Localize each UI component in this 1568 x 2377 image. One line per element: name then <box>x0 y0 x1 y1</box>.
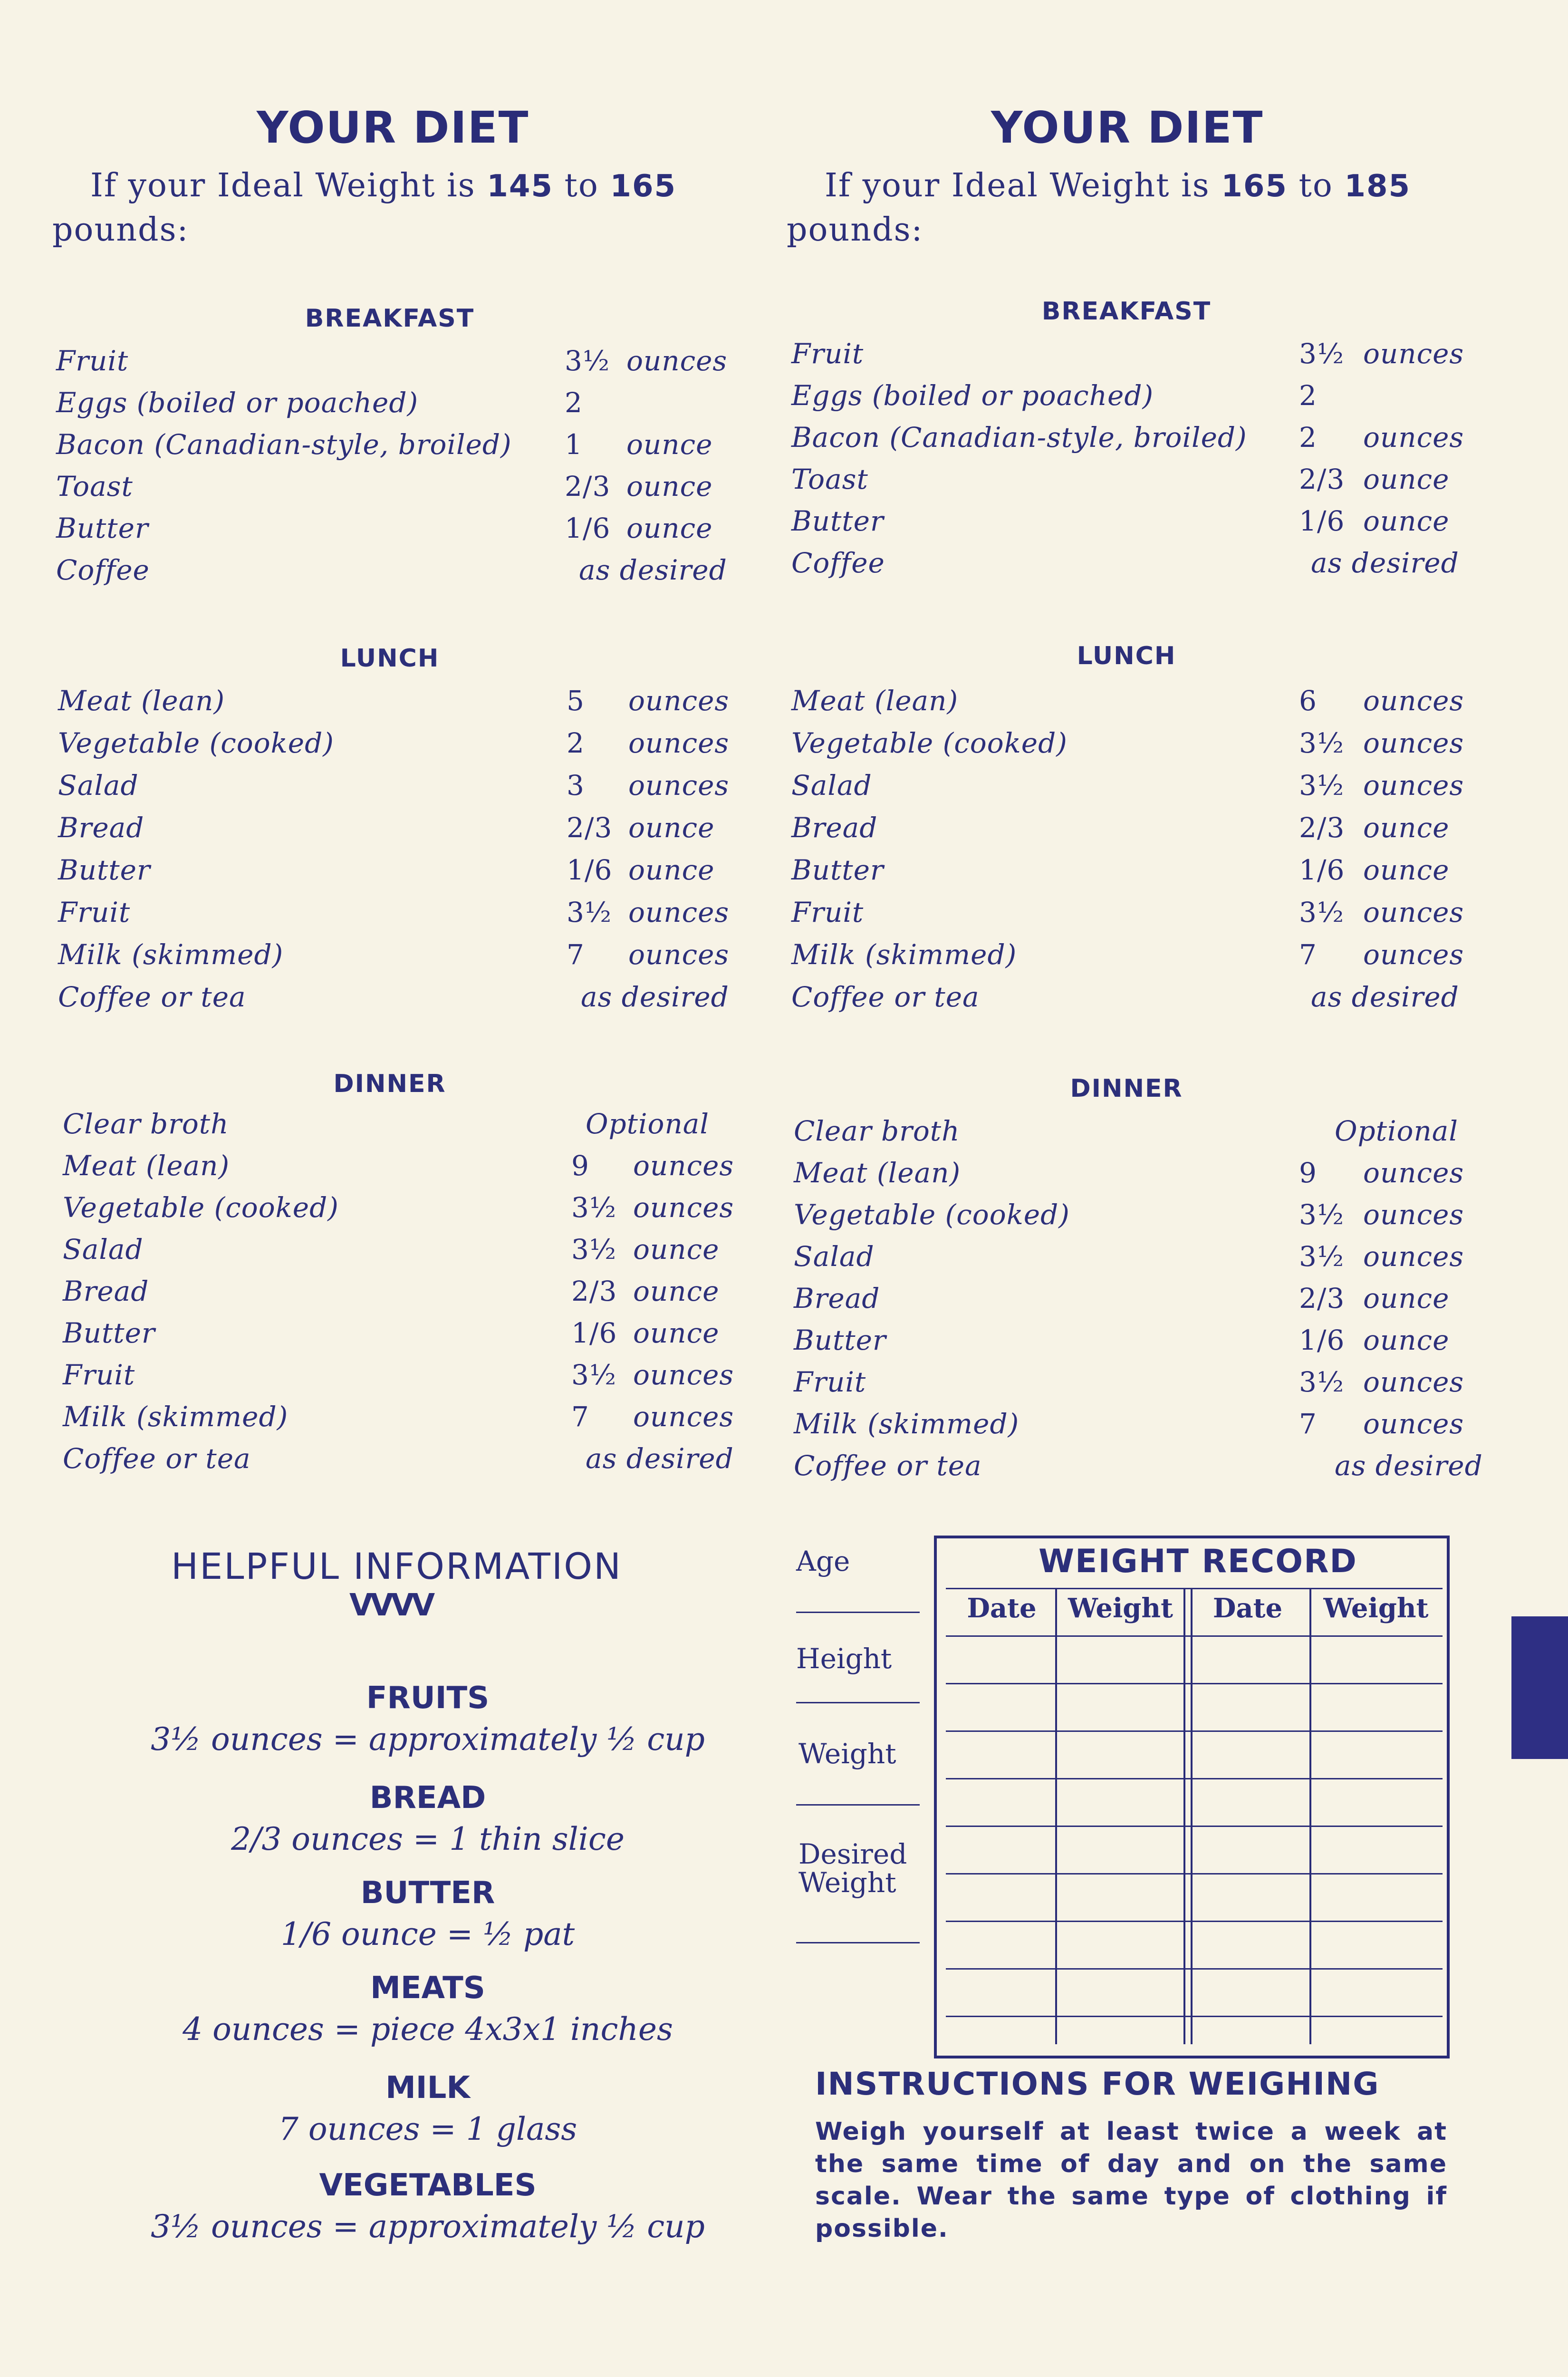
food-unit: ounces <box>1363 1198 1464 1231</box>
weight-label: Weight <box>798 1738 896 1770</box>
food-row <box>58 981 747 1019</box>
left-intro <box>52 164 741 252</box>
food-unit: ounce <box>1363 1282 1450 1314</box>
food-row <box>56 428 745 466</box>
food-unit: ounces <box>1363 421 1464 454</box>
food-unit: ounces <box>1363 938 1464 971</box>
food-quantity: 3 <box>567 769 585 802</box>
helpful-heading-vegetables: VEGETABLES <box>319 2168 537 2203</box>
food-row <box>791 938 1464 976</box>
food-unit: ounce <box>633 1317 720 1349</box>
helpful-heading-bread: BREAD <box>369 1780 486 1816</box>
food-name: Salad <box>791 769 872 802</box>
food-name: Meat (lean) <box>794 1157 961 1189</box>
helpful-heading-butter: BUTTER <box>360 1875 495 1911</box>
food-unit: ounces <box>628 769 730 802</box>
weight-record-col-divider <box>1191 1588 1193 2044</box>
food-row <box>794 1198 1464 1237</box>
food-quantity: 7 <box>1299 938 1317 971</box>
food-unit: ounces <box>626 345 728 377</box>
food-unit: ounces <box>1363 1366 1464 1398</box>
food-quantity: 3½ <box>571 1191 617 1224</box>
food-name: Clear broth <box>63 1108 229 1140</box>
food-quantity: 9 <box>571 1150 589 1182</box>
food-name: Bacon (Canadian-style, broiled) <box>56 428 512 461</box>
food-unit: ounces <box>633 1359 734 1391</box>
food-quantity: 3½ <box>1299 727 1345 759</box>
food-unit: as desired <box>1335 1449 1483 1482</box>
food-row <box>791 812 1457 850</box>
food-quantity: 2 <box>567 727 585 759</box>
food-quantity: 3½ <box>567 896 612 928</box>
food-name: Fruit <box>58 896 131 928</box>
food-quantity: 7 <box>1299 1408 1317 1440</box>
food-unit: ounces <box>1363 1240 1464 1273</box>
weight-record-row-line[interactable] <box>946 1683 1443 1684</box>
food-quantity: 1/6 <box>571 1317 617 1349</box>
food-unit: ounce <box>633 1233 720 1266</box>
right-intro-suffix: pounds: <box>787 211 923 249</box>
helpful-equivalence: 3½ ounces = approximately ½ cup <box>151 1721 705 1758</box>
weight-record-row-line[interactable] <box>946 1921 1443 1922</box>
weight-record-col-header: Weight <box>1323 1593 1429 1624</box>
food-row <box>58 769 747 807</box>
right-diet-title: YOUR DIET <box>991 102 1264 153</box>
weight-record-col-header: Weight <box>1068 1593 1173 1624</box>
right-breakfast-heading: BREAKFAST <box>1041 297 1212 326</box>
food-row <box>58 685 747 723</box>
food-unit: ounces <box>1363 896 1464 928</box>
food-row <box>794 1115 1459 1153</box>
food-unit: ounces <box>628 896 730 928</box>
helpful-equivalence: 4 ounces = piece 4x3x1 inches <box>183 2011 673 2048</box>
food-name: Butter <box>794 1324 886 1356</box>
food-row <box>791 379 1457 417</box>
food-name: Bread <box>63 1275 149 1307</box>
food-quantity: 1/6 <box>567 854 613 886</box>
food-unit: as desired <box>581 981 729 1013</box>
food-name: Meat (lean) <box>63 1150 230 1182</box>
weight-record-col-header: Date <box>967 1593 1037 1624</box>
food-unit: ounce <box>626 512 713 544</box>
left-intro-prefix: If your Ideal Weight is <box>90 167 476 204</box>
food-unit: ounce <box>1363 1324 1450 1356</box>
right-lunch-heading: LUNCH <box>1077 642 1176 670</box>
weight-record-row-line[interactable] <box>946 1873 1443 1875</box>
food-unit: Optional <box>586 1108 709 1140</box>
food-unit: ounce <box>1363 854 1450 886</box>
food-name: Vegetable (cooked) <box>63 1191 339 1224</box>
food-name: Eggs (boiled or poached) <box>791 379 1154 412</box>
food-quantity: 3½ <box>1299 1366 1345 1398</box>
food-name: Butter <box>56 512 149 544</box>
food-name: Milk (skimmed) <box>791 938 1017 971</box>
food-quantity: 3½ <box>1299 1240 1345 1273</box>
food-row <box>794 1240 1464 1278</box>
food-name: Coffee <box>56 554 150 586</box>
food-row <box>794 1157 1464 1195</box>
food-name: Meat (lean) <box>58 685 225 717</box>
helpful-equivalence: 7 ounces = 1 glass <box>278 2111 577 2147</box>
food-row <box>63 1108 752 1146</box>
food-row <box>63 1150 752 1188</box>
food-name: Milk (skimmed) <box>63 1401 289 1433</box>
height-blank[interactable] <box>796 1702 920 1703</box>
food-row <box>56 512 745 550</box>
food-row <box>791 547 1457 585</box>
food-name: Butter <box>791 505 884 537</box>
food-quantity: 7 <box>571 1401 589 1433</box>
food-unit: as desired <box>579 554 727 586</box>
food-row <box>794 1282 1459 1320</box>
food-quantity: 1 <box>565 428 583 461</box>
food-unit: ounce <box>626 470 713 502</box>
ornament-divider: ᐯᐯᐯᐯ <box>349 1588 433 1623</box>
food-name: Bread <box>794 1282 880 1314</box>
left-dinner-heading: DINNER <box>333 1070 446 1098</box>
food-row <box>58 727 747 765</box>
food-row <box>63 1442 752 1480</box>
food-quantity: 2/3 <box>1299 1282 1345 1314</box>
food-unit: ounce <box>633 1275 720 1307</box>
food-quantity: 3½ <box>1299 769 1345 802</box>
food-quantity: 2/3 <box>1299 812 1345 844</box>
food-name: Coffee <box>791 547 885 579</box>
food-row <box>63 1191 752 1229</box>
food-row <box>791 981 1457 1019</box>
food-row <box>63 1275 752 1313</box>
food-unit: ounces <box>1363 685 1464 717</box>
food-quantity: 2 <box>1299 421 1317 454</box>
desired-weight-blank[interactable] <box>796 1942 920 1943</box>
food-name: Meat (lean) <box>791 685 959 717</box>
left-lunch-heading: LUNCH <box>340 644 440 673</box>
food-row <box>791 854 1457 892</box>
right-weight-low: 165 <box>1221 169 1288 204</box>
left-weight-high: 165 <box>610 169 677 204</box>
helpful-equivalence: 3½ ounces = approximately ½ cup <box>151 2208 705 2245</box>
food-row <box>794 1408 1464 1446</box>
food-unit: ounce <box>628 812 715 844</box>
food-unit: ounces <box>628 727 730 759</box>
food-quantity: 7 <box>567 938 585 971</box>
food-name: Vegetable (cooked) <box>58 727 334 759</box>
food-unit: ounces <box>633 1401 734 1433</box>
left-intro-to: to <box>564 167 599 204</box>
weight-record-title: WEIGHT RECORD <box>1039 1543 1357 1580</box>
height-label: Height <box>796 1643 892 1675</box>
food-row <box>791 727 1464 765</box>
helpful-heading-meats: MEATS <box>370 1971 485 2006</box>
food-unit: ounces <box>628 685 730 717</box>
food-quantity: 1/6 <box>1299 854 1345 886</box>
desired-label-line1: Desired <box>798 1838 907 1870</box>
right-intro-prefix: If your Ideal Weight is <box>825 167 1210 204</box>
food-row <box>58 938 747 976</box>
food-unit: ounces <box>1363 338 1464 370</box>
food-name: Milk (skimmed) <box>58 938 284 971</box>
food-unit: as desired <box>1311 547 1459 579</box>
food-quantity: 1/6 <box>1299 505 1345 537</box>
weight-record-col-divider <box>1055 1588 1057 2044</box>
food-unit: ounces <box>633 1191 734 1224</box>
food-name: Butter <box>63 1317 155 1349</box>
food-name: Milk (skimmed) <box>794 1408 1020 1440</box>
food-name: Vegetable (cooked) <box>794 1198 1070 1231</box>
food-name: Coffee or tea <box>794 1449 982 1482</box>
right-intro-to: to <box>1299 167 1333 204</box>
food-row <box>63 1233 752 1271</box>
food-row <box>63 1359 752 1397</box>
desired-weight-label <box>798 1840 907 1897</box>
food-row <box>791 463 1457 501</box>
food-quantity: 2 <box>565 387 583 419</box>
food-name: Fruit <box>791 896 864 928</box>
food-row <box>791 505 1457 543</box>
food-row <box>794 1449 1483 1488</box>
weight-record-col-divider <box>1309 1588 1311 2044</box>
food-quantity: 9 <box>1299 1157 1317 1189</box>
food-unit: ounces <box>633 1150 734 1182</box>
food-quantity: 6 <box>1299 685 1317 717</box>
desired-label-line2: Weight <box>798 1866 896 1899</box>
food-quantity: 2/3 <box>565 470 611 502</box>
food-row <box>791 896 1464 934</box>
food-quantity: 3½ <box>565 345 610 377</box>
food-name: Vegetable (cooked) <box>791 727 1068 759</box>
left-breakfast-heading: BREAKFAST <box>305 304 475 333</box>
food-row <box>791 685 1464 723</box>
weight-record-col-divider <box>1183 1588 1185 2044</box>
food-row <box>791 421 1464 459</box>
helpful-equivalence: 2/3 ounces = 1 thin slice <box>231 1821 625 1857</box>
food-name: Coffee or tea <box>58 981 246 1013</box>
food-quantity: 2/3 <box>567 812 613 844</box>
food-quantity: 3½ <box>1299 1198 1345 1231</box>
left-weight-low: 145 <box>487 169 553 204</box>
food-unit: ounce <box>626 428 713 461</box>
food-quantity: 2/3 <box>571 1275 617 1307</box>
right-intro <box>787 164 1476 252</box>
food-row <box>791 338 1464 376</box>
food-name: Bread <box>58 812 144 844</box>
food-name: Fruit <box>56 345 129 377</box>
food-row <box>63 1401 752 1439</box>
food-name: Bread <box>791 812 878 844</box>
food-row <box>56 345 745 383</box>
food-name: Fruit <box>791 338 864 370</box>
food-unit: ounces <box>1363 727 1464 759</box>
weight-record-row-line[interactable] <box>946 1778 1443 1779</box>
food-quantity: 1/6 <box>565 512 611 544</box>
food-unit: ounces <box>628 938 730 971</box>
food-quantity: 2 <box>1299 379 1317 412</box>
instructions-text: Weigh yourself at least twice a week at the same time of day and on the same scale. Wear the same type of clothing if possible. <box>815 2117 1447 2243</box>
food-row <box>63 1317 752 1355</box>
page-edge-tab <box>1511 1616 1568 1759</box>
food-unit: ounces <box>1363 769 1464 802</box>
right-dinner-heading: DINNER <box>1070 1074 1183 1103</box>
age-label: Age <box>796 1545 850 1577</box>
food-quantity: 3½ <box>1299 338 1345 370</box>
food-unit: Optional <box>1335 1115 1458 1147</box>
food-name: Butter <box>791 854 884 886</box>
food-quantity: 3½ <box>571 1359 617 1391</box>
food-quantity: 2/3 <box>1299 463 1345 495</box>
weight-record-row-line[interactable] <box>946 2016 1443 2017</box>
food-row <box>58 854 747 892</box>
food-row <box>794 1366 1464 1404</box>
helpful-heading-fruits: FRUITS <box>366 1681 490 1716</box>
food-unit: as desired <box>586 1442 734 1475</box>
weight-record-row-line[interactable] <box>946 1635 1443 1637</box>
food-name: Fruit <box>63 1359 135 1391</box>
food-row <box>794 1324 1459 1362</box>
instructions-title: INSTRUCTIONS FOR WEIGHING <box>815 2066 1380 2102</box>
food-name: Salad <box>63 1233 144 1266</box>
food-name: Coffee or tea <box>63 1442 251 1475</box>
food-name: Toast <box>56 470 133 502</box>
food-quantity: 3½ <box>571 1233 617 1266</box>
food-row <box>56 387 745 425</box>
food-unit: ounce <box>1363 505 1450 537</box>
food-name: Butter <box>58 854 151 886</box>
food-name: Fruit <box>794 1366 866 1398</box>
food-unit: ounces <box>1363 1157 1464 1189</box>
food-name: Eggs (boiled or poached) <box>56 387 419 419</box>
food-row <box>56 470 745 508</box>
left-diet-title: YOUR DIET <box>257 102 529 153</box>
age-blank[interactable] <box>796 1612 920 1613</box>
weight-blank[interactable] <box>796 1804 920 1806</box>
food-row <box>58 812 747 850</box>
food-name: Bacon (Canadian-style, broiled) <box>791 421 1247 454</box>
food-quantity: 3½ <box>1299 896 1345 928</box>
helpful-equivalence: 1/6 ounce = ½ pat <box>280 1916 575 1952</box>
food-quantity: 5 <box>567 685 585 717</box>
food-name: Toast <box>791 463 868 495</box>
weight-record-row-line[interactable] <box>946 1730 1443 1732</box>
left-intro-suffix: pounds: <box>52 211 189 249</box>
food-row <box>56 554 745 592</box>
food-name: Salad <box>794 1240 875 1273</box>
weight-record-row-line[interactable] <box>946 1826 1443 1827</box>
food-quantity: 1/6 <box>1299 1324 1345 1356</box>
weight-record-col-header: Date <box>1212 1593 1283 1624</box>
weight-record-row-line[interactable] <box>946 1968 1443 1970</box>
helpful-heading-milk: MILK <box>385 2070 470 2106</box>
food-unit: ounces <box>1363 1408 1464 1440</box>
food-row <box>58 896 747 934</box>
right-weight-high: 185 <box>1344 169 1411 204</box>
food-name: Salad <box>58 769 139 802</box>
food-unit: ounce <box>1363 812 1450 844</box>
food-unit: ounce <box>628 854 715 886</box>
weight-record-header-line <box>946 1588 1443 1589</box>
food-name: Coffee or tea <box>791 981 980 1013</box>
food-unit: ounce <box>1363 463 1450 495</box>
helpful-info-title: HELPFUL INFORMATION <box>171 1545 622 1587</box>
food-row <box>791 769 1464 807</box>
food-unit: as desired <box>1311 981 1459 1013</box>
food-name: Clear broth <box>794 1115 960 1147</box>
